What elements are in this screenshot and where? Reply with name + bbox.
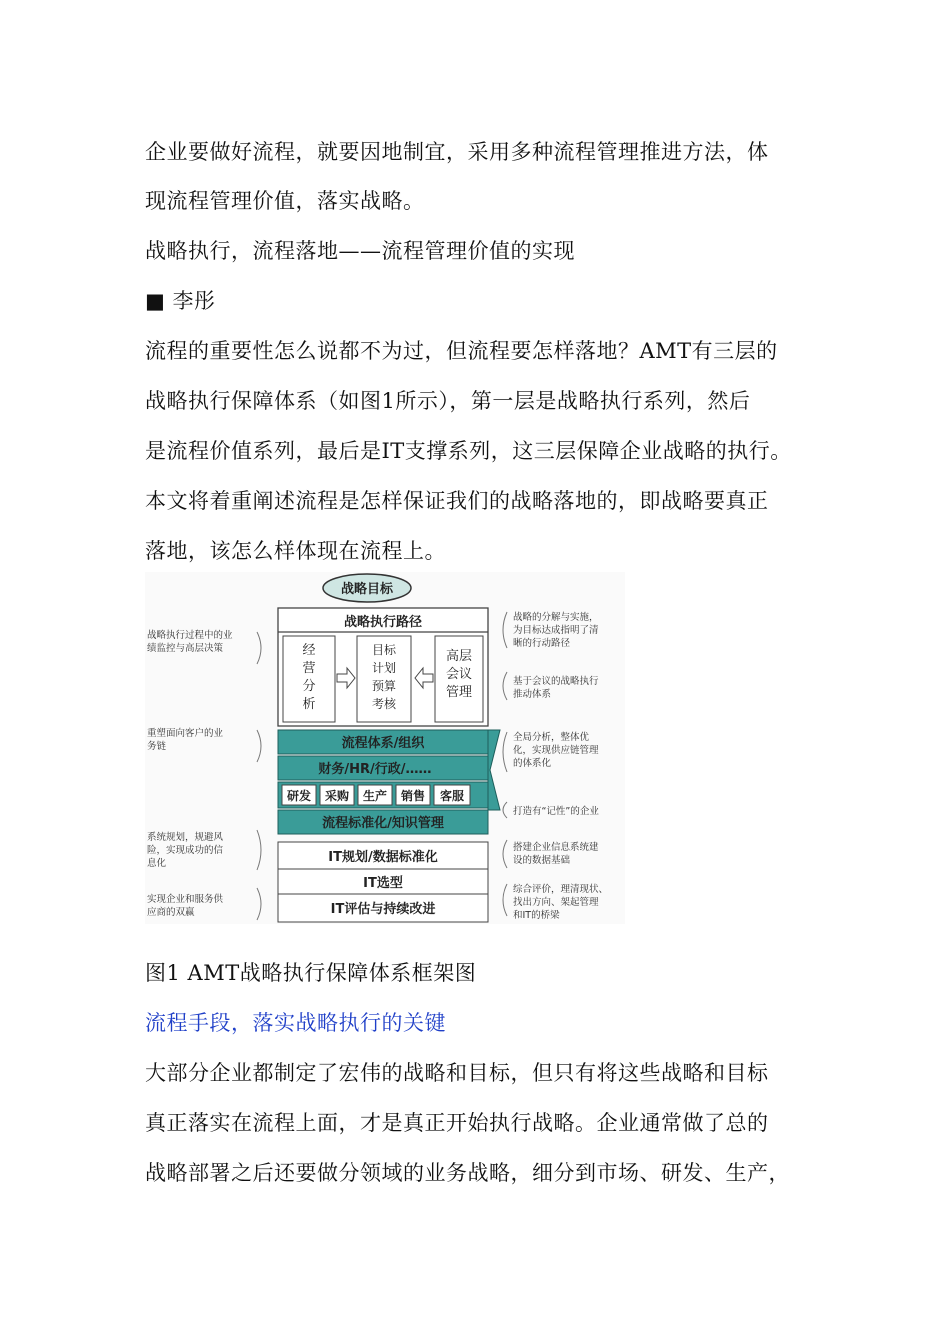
paragraph3-line-3: 战略部署之后还要做分领域的业务战略，细分到市场、研发、生产， [145, 1161, 790, 1185]
paragraph2-line-5: 落地，该怎么样体现在流程上。 [145, 539, 446, 563]
note-right-1a: 战略的分解与实施， [513, 612, 599, 623]
col-left-2: 营 [302, 661, 316, 676]
note-left-3b: 险，实现成功的信 [147, 845, 224, 856]
framework-diagram [145, 572, 625, 924]
value-chain-cells [282, 785, 470, 805]
note-left-4b: 应商的双赢 [147, 907, 195, 918]
col-mid-3: 预算 [371, 679, 397, 693]
col-mid-1: 目标 [371, 643, 397, 657]
it-plan-label: IT规划/数据标准化 [328, 850, 438, 865]
note-right-5a: 搭建企业信息系统建 [513, 842, 599, 853]
note-left-3a: 系统规划，规避风 [147, 832, 224, 843]
process-system-label: 流程体系/组织 [341, 736, 425, 751]
left-bracket-2 [257, 730, 261, 762]
note-left-1a: 战略执行过程中的业 [147, 630, 233, 641]
paragraph1-line-2: 现流程管理价值，落实战略。 [145, 189, 425, 213]
note-right-2a: 基于会议的战略执行 [513, 676, 599, 687]
figure-caption: 图1 AMT战略执行保障体系框架图 [145, 961, 477, 985]
col-mid-4: 考核 [371, 697, 397, 711]
goal-label: 战略目标 [340, 582, 394, 597]
paragraph3-line-1: 大部分企业都制定了宏伟的战略和目标，但只有将这些战略和目标 [145, 1061, 769, 1085]
note-right-6b: 找出方向、架起管理 [513, 897, 599, 908]
paragraph2-line-4: 本文将着重阐述流程是怎样保证我们的战略落地的，即战略要真正 [145, 489, 769, 513]
value-chain-service: 客服 [439, 789, 465, 803]
value-chain-sales: 销售 [400, 789, 426, 803]
standardization-label: 流程标准化/知识管理 [322, 816, 444, 831]
right-bracket-5 [503, 840, 507, 868]
col-left-3: 分 [302, 679, 316, 694]
note-left-4a: 实现企业和服务供 [147, 894, 224, 905]
value-chain-production: 生产 [362, 789, 388, 803]
right-bracket-1 [503, 612, 507, 648]
note-right-1c: 晰的行动路径 [513, 638, 571, 649]
note-left-2b: 务链 [147, 741, 167, 752]
note-right-6c: 和IT的桥梁 [513, 910, 560, 921]
left-bracket-1 [257, 632, 261, 664]
note-right-5b: 设的数据基础 [513, 855, 571, 866]
note-left-3c: 息化 [147, 858, 167, 869]
it-eval-label: IT评估与持续改进 [330, 902, 436, 917]
note-right-2b: 推动体系 [513, 689, 552, 700]
left-bracket-4 [257, 888, 261, 920]
amt-framework-figure [145, 572, 625, 924]
col-right-3: 管理 [445, 685, 473, 700]
right-bracket-4 [503, 802, 507, 818]
note-right-3b: 化，实现供应链管理 [513, 745, 599, 756]
note-right-1b: 为目标达成指明了清 [513, 625, 599, 636]
right-bracket-2 [503, 672, 507, 700]
col-right-2: 会议 [445, 667, 473, 682]
right-bracket-3 [503, 732, 507, 772]
it-select-label: IT选型 [363, 876, 403, 891]
path-label: 战略执行路径 [343, 615, 423, 630]
section-heading: 流程手段，落实战略执行的关键 [145, 1011, 446, 1035]
note-right-6a: 综合评价，理清现状、 [513, 884, 609, 895]
paragraph2-line-2: 战略执行保障体系（如图1所示），第一层是战略执行系列，然后 [145, 389, 751, 413]
col-mid-2: 计划 [371, 661, 397, 675]
author-line: ■ 李彤 [145, 289, 216, 313]
note-left-1b: 绩监控与高层决策 [147, 643, 224, 654]
paragraph2-line-1: 流程的重要性怎么说都不为过，但流程要怎样落地？AMT有三层的 [145, 339, 778, 363]
value-chain-rd: 研发 [286, 789, 312, 803]
left-bracket-3 [257, 830, 261, 870]
col-left-4: 析 [302, 697, 316, 712]
article-title: 战略执行，流程落地——流程管理价值的实现 [145, 239, 575, 263]
right-bracket-6 [503, 884, 507, 916]
col-left-1: 经 [302, 643, 316, 658]
chevron-icon [488, 730, 500, 810]
value-chain-purchase: 采购 [324, 789, 350, 803]
note-right-3c: 的体系化 [513, 758, 552, 769]
paragraph3-line-2: 真正落实在流程上面，才是真正开始执行战略。企业通常做了总的 [145, 1111, 769, 1135]
paragraph2-line-3: 是流程价值系列，最后是IT支撑系列，这三层保障企业战略的执行。 [145, 439, 792, 463]
col-right-1: 高层 [445, 649, 473, 664]
paragraph1-line-1: 企业要做好流程，就要因地制宜，采用多种流程管理推进方法，体 [145, 140, 769, 164]
note-right-3a: 全局分析，整体优 [513, 732, 590, 743]
support-funcs-label: 财务/HR/行政/…… [318, 762, 432, 777]
note-right-4a: 打造有“记性”的企业 [513, 806, 599, 817]
note-left-2a: 重塑面向客户的业 [147, 728, 224, 739]
